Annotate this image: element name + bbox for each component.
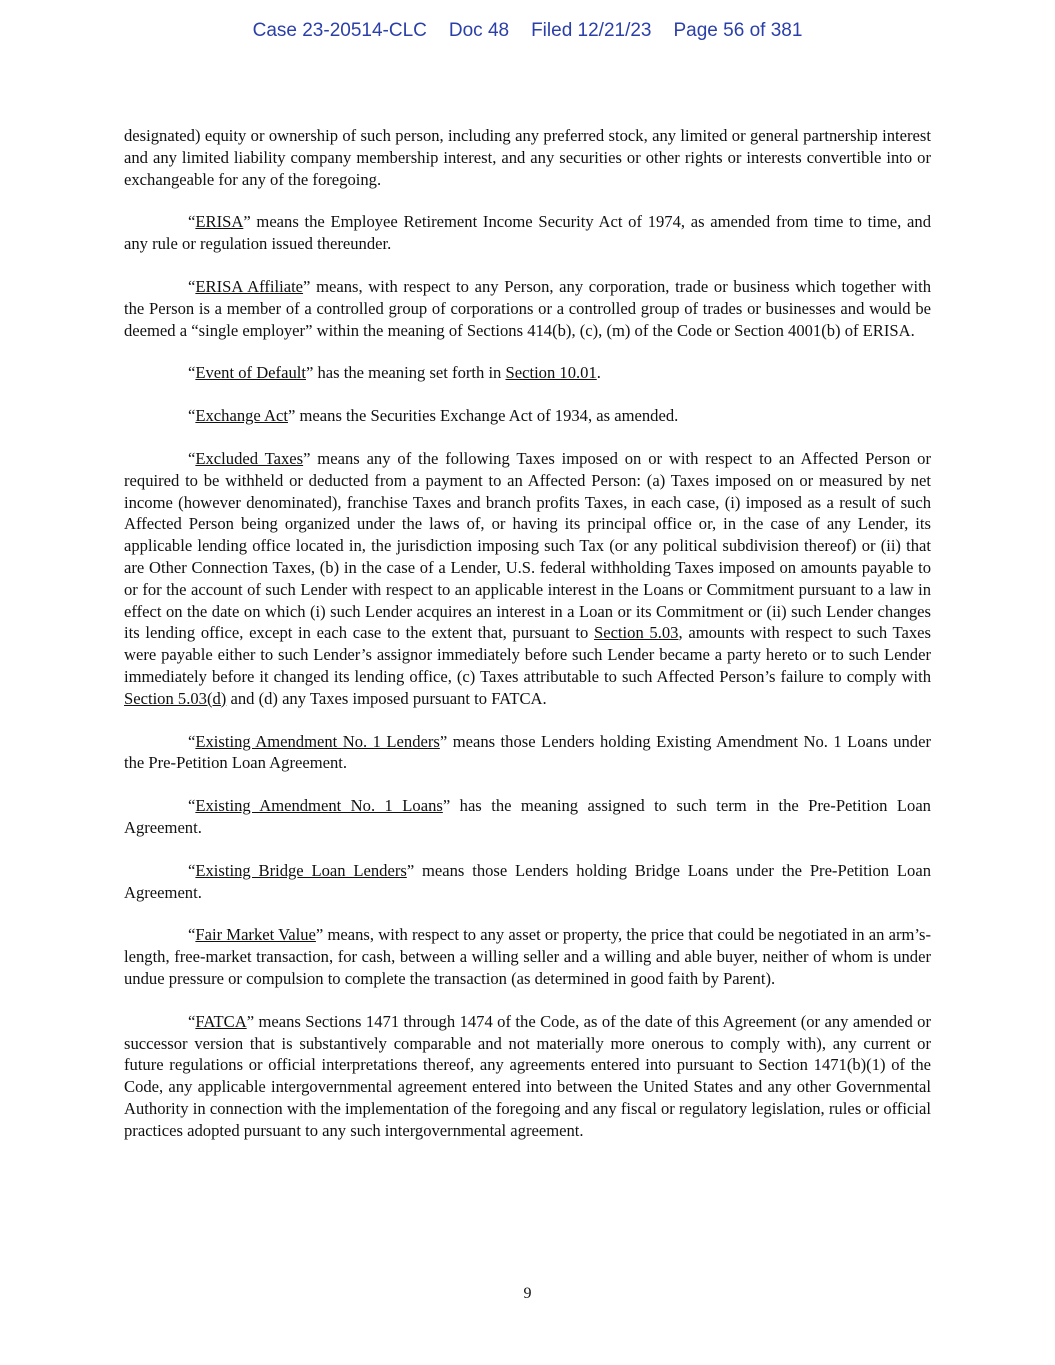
- definition-paragraph: [124, 795, 931, 839]
- paragraph-text: ” means the Securities Exchange Act of 1934, as amended.: [288, 406, 679, 426]
- paragraph-text: “: [188, 276, 196, 296]
- court-filing-header: [0, 20, 1055, 42]
- paragraph-text: ” means the Employee Retirement Income Security Act of 1974, as amended from time to time, and any rule or regulation issued thereunder.: [124, 212, 931, 254]
- document-body: [124, 125, 931, 1162]
- paragraph-text: .: [596, 363, 601, 383]
- defined-term: Existing Bridge Loan Lenders: [195, 860, 407, 880]
- paragraph-text: “: [188, 796, 196, 816]
- definition-paragraph: [124, 731, 931, 775]
- definition-paragraph: [124, 448, 931, 710]
- filed-date: Filed 12/21/23: [531, 20, 652, 41]
- paragraph-text: , amounts with respect to such Taxes were payable either to such Lender’s assignor immediately before such Lender became a party hereto or to such Lender immediately before it changed its lending office, (c) Taxes attributable to such Affected Person’s failure to comply with: [124, 623, 931, 686]
- defined-term: Existing Amendment No. 1 Loans: [195, 796, 443, 816]
- defined-term: FATCA: [195, 1011, 247, 1031]
- defined-term: Fair Market Value: [195, 925, 316, 945]
- paragraph-text: “: [188, 731, 196, 751]
- defined-term: Section 5.03: [593, 623, 679, 643]
- paragraph-text: ” means those Lenders holding Existing Amendment No. 1 Loans under the Pre-Petition Loan Agreement.: [124, 731, 931, 773]
- defined-term: Existing Amendment No. 1 Lenders: [195, 731, 440, 751]
- definition-paragraph: [124, 405, 931, 427]
- paragraph-text: ” means those Lenders holding Bridge Loans under the Pre-Petition Loan Agreement.: [124, 860, 931, 902]
- paragraph-text: ” means any of the following Taxes imposed on or with respect to an Affected Person or required to be withheld or deducted from a payment to an Affected Person: (a) Taxes imposed on or measured by net income (however denominated), franchise Taxes and branch profits Taxes, in each case, (i) imposed as a result of such Affected Person being organized under the laws of, or having its principal office or, in the case of any Lender, its applicable lending office located in, the jurisdiction imposing such Tax (or any political subdivision thereof) or (ii) that are Other Connection Taxes, (b) in the case of a Lender, U.S. federal withholding Taxes imposed on amounts payable to or for the account of such Lender with respect to an applicable interest in the Loans or Commitment pursuant to a law in effect on the date on which (i) such Lender acquires an interest in a Loan or its Commitment or (ii) such Lender changes its lending office, except in each case to the extent that, pursuant to: [124, 448, 931, 643]
- doc-number: Doc 48: [448, 20, 510, 41]
- paragraph-text: designated) equity or ownership of such person, including any preferred stock, any limited or general partnership interest and any limited liability company membership interest, and any securities or other rights or interests convertible into or exchangeable for any of the foregoing.: [124, 126, 931, 189]
- paragraph-text: ” means, with respect to any asset or property, the price that could be negotiated in an arm’s-length, free-market transaction, for cash, between a willing seller and a willing and able buyer, neither of whom is under undue pressure or compulsion to complete the transaction (as determined in good faith by Parent).: [124, 925, 931, 988]
- paragraph-text: “: [188, 212, 196, 232]
- paragraph-text: “: [188, 448, 196, 468]
- defined-term: Section 10.01: [505, 363, 597, 383]
- defined-term: Excluded Taxes: [195, 448, 304, 468]
- definition-paragraph: [124, 362, 931, 384]
- defined-term: Section 5.03(d): [124, 688, 227, 708]
- paragraph-text: “: [188, 1011, 196, 1031]
- page-number: 9: [523, 1285, 532, 1302]
- paragraph-text: “: [188, 860, 196, 880]
- paragraph-text: ” has the meaning assigned to such term in the Pre-Petition Loan Agreement.: [124, 796, 931, 837]
- paragraph-text: ” means Sections 1471 through 1474 of the Code, as of the date of this Agreement (or any amended or successor version that is substantively comparable and not materially more onerous to comply with), any current or future regulations or official interpretations thereof, any agreements entered into pursuant to Section 1471(b)(1) of the Code, any applicable intergovernmental agreement entered into between the United States and any other Governmental Authority in connection with the implementation of the foregoing and any fiscal or regulatory legislation, rules or official practices adopted pursuant to any such intergovernmental agreement.: [124, 1011, 931, 1140]
- paragraph-text: “: [188, 925, 196, 945]
- paragraph-text: “: [188, 363, 196, 383]
- definition-paragraph: [124, 1011, 931, 1142]
- paragraph-text: “: [188, 406, 196, 426]
- paragraph-text: ” has the meaning set forth in: [305, 363, 506, 383]
- case-number: Case 23-20514-CLC: [252, 20, 427, 41]
- definition-paragraph: [124, 860, 931, 904]
- defined-term: ERISA: [195, 212, 244, 232]
- definition-paragraph: [124, 924, 931, 989]
- page-of-total: Page 56 of 381: [673, 20, 803, 41]
- definition-paragraph: [124, 125, 931, 190]
- paragraph-text: ” means, with respect to any Person, any corporation, trade or business which together with the Person is a member of a controlled group of corporations or a controlled group of trades or businesses and would be deemed a “single employer” within the meaning of Sections 414(b), (c), (m) of the Code or Section 4001(b) of ERISA.: [124, 276, 931, 340]
- definition-paragraph: [124, 276, 931, 341]
- defined-term: ERISA Affiliate: [195, 276, 304, 296]
- paragraph-text: and (d) any Taxes imposed pursuant to FATCA.: [226, 688, 547, 708]
- defined-term: Exchange Act: [195, 406, 288, 426]
- defined-term: Event of Default: [195, 363, 306, 383]
- definition-paragraph: [124, 211, 931, 255]
